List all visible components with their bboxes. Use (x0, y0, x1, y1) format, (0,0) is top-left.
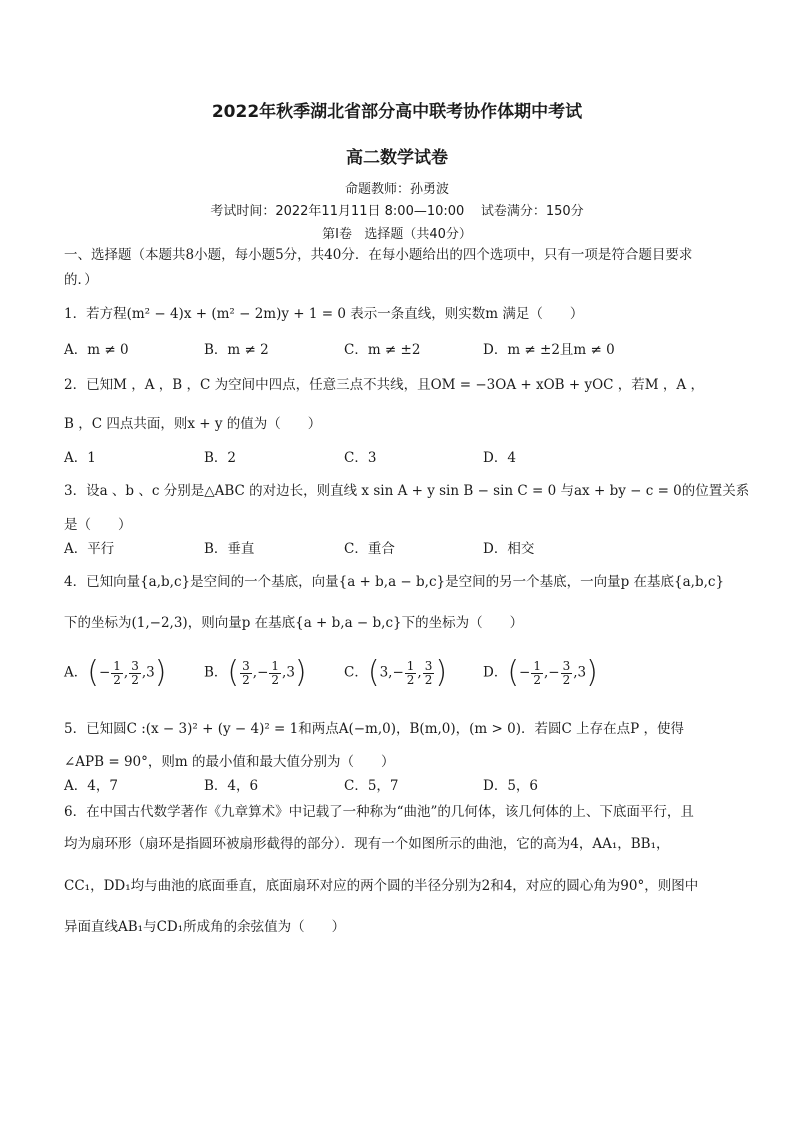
q1-option-c: C．m ≠ ±2 (344, 342, 421, 358)
time-info: 考试时间：2022年11月11日 8:00—10:00 试卷满分：150分 (210, 204, 584, 219)
q5-line1: 5．已知圆C :(x − 3)² + (y − 4)² = 1和两点A(−m,0)，B(m,0)，(m > 0)．若圆C 上存在点P ，使得 (64, 721, 684, 737)
q5-option-d: D．5，6 (483, 778, 539, 794)
q2-option-c: C．3 (344, 450, 377, 466)
q4-option-c: C．(3,− $\frac{1}{2}$ , $\frac{3}{2}$ ) (344, 655, 448, 690)
exam-title: 2022年秋季湖北省部分高中联考协作体期中考试 (211, 102, 583, 122)
q3-line1: 3．设a 、b 、c 分别是△ABC 的对边长，则直线 x sin A + y sin B − sin C = 0 与ax + by − c = 0的位置关系 (64, 483, 750, 499)
q4-line1: 4．已知向量{a,b,c}是空间的一个基底，向量{a + b,a − b,c}是空间的另一个基底，一向量p 在基底{a,b,c} (64, 574, 725, 590)
q1-stem: 1．若方程(m² − 4)x + (m² − 2m)y + 1 = 0 表示一条直线，则实数m 满足（ ） (64, 306, 584, 322)
q4-option-d: D．(− $\frac{1}{2}$ ,− $\frac{3}{2}$ ,3) (483, 655, 598, 690)
q4-option-c-label: C． (344, 664, 368, 681)
q1-option-a: A．m ≠ 0 (64, 342, 129, 358)
q3-line2: 是（ ） (64, 517, 132, 533)
q4-option-b-label: B． (204, 664, 228, 681)
q2-option-b: B．2 (204, 450, 237, 466)
q2-line2: B ，C 四点共面，则x + y 的值为（ ） (64, 416, 322, 432)
q6-line1: 6．在中国古代数学著作《九章算术》中记载了一种称为“曲池”的几何体，该几何体的上、下底面平行，且 (64, 804, 694, 820)
subject-title: 高二数学试卷 (346, 148, 448, 168)
q5-line2: ∠APB = 90°，则m 的最小值和最大值分别为（ ） (64, 754, 395, 770)
q2-line1: 2．已知M ，A ，B ，C 为空间中四点，任意三点不共线，且OM = −3OA + xOB + yOC ，若M ，A ， (64, 377, 704, 393)
q6-line4: 异面直线AB₁与CD₁所成角的余弦值为（ ） (64, 919, 346, 935)
q4-option-d-label: D． (483, 664, 508, 681)
q4-option-b: B．( $\frac{3}{2}$ ,− $\frac{1}{2}$ ,3) (204, 655, 307, 690)
q3-option-d: D．相交 (483, 541, 535, 557)
q4-line2: 下的坐标为(1,−2,3)，则向量p 在基底{a + b,a − b,c}下的坐标为（ ） (64, 615, 524, 631)
q4-option-a: A．(− $\frac{1}{2}$ , $\frac{3}{2}$ ,3) (64, 655, 167, 690)
section-intro-line2: 的．） (64, 272, 98, 288)
volume-title: 第Ⅰ卷 选择题（共40分） (322, 227, 472, 242)
q1-option-d: D．m ≠ ±2且m ≠ 0 (483, 342, 615, 358)
q2-option-a: A．1 (64, 450, 96, 466)
q5-option-c: C．5，7 (344, 778, 399, 794)
q3-option-a: A．平行 (64, 541, 115, 557)
q2-option-d: D．4 (483, 450, 516, 466)
q1-option-b: B．m ≠ 2 (204, 342, 269, 358)
q6-line3: CC₁，DD₁均与曲池的底面垂直，底面扇环对应的两个圆的半径分别为2和4，对应的圆心角为90°，则图中 (64, 878, 699, 894)
q3-option-b: B．垂直 (204, 541, 255, 557)
q5-option-a: A．4，7 (64, 778, 118, 794)
q5-option-b: B．4，6 (204, 778, 259, 794)
author-line: 命题教师：孙勇波 (344, 182, 449, 197)
q6-line2: 均为扇环形（扇环是指圆环被扇形截得的部分）．现有一个如图所示的曲池，它的高为4，AA₁，BB₁， (64, 836, 670, 852)
section-intro-line1: 一、选择题（本题共8小题，每小题5分，共40分．在每小题给出的四个选项中，只有一项是符合题目要求 (64, 247, 693, 263)
q4-option-a-label: A． (64, 664, 88, 681)
q3-option-c: C．重合 (344, 541, 395, 557)
